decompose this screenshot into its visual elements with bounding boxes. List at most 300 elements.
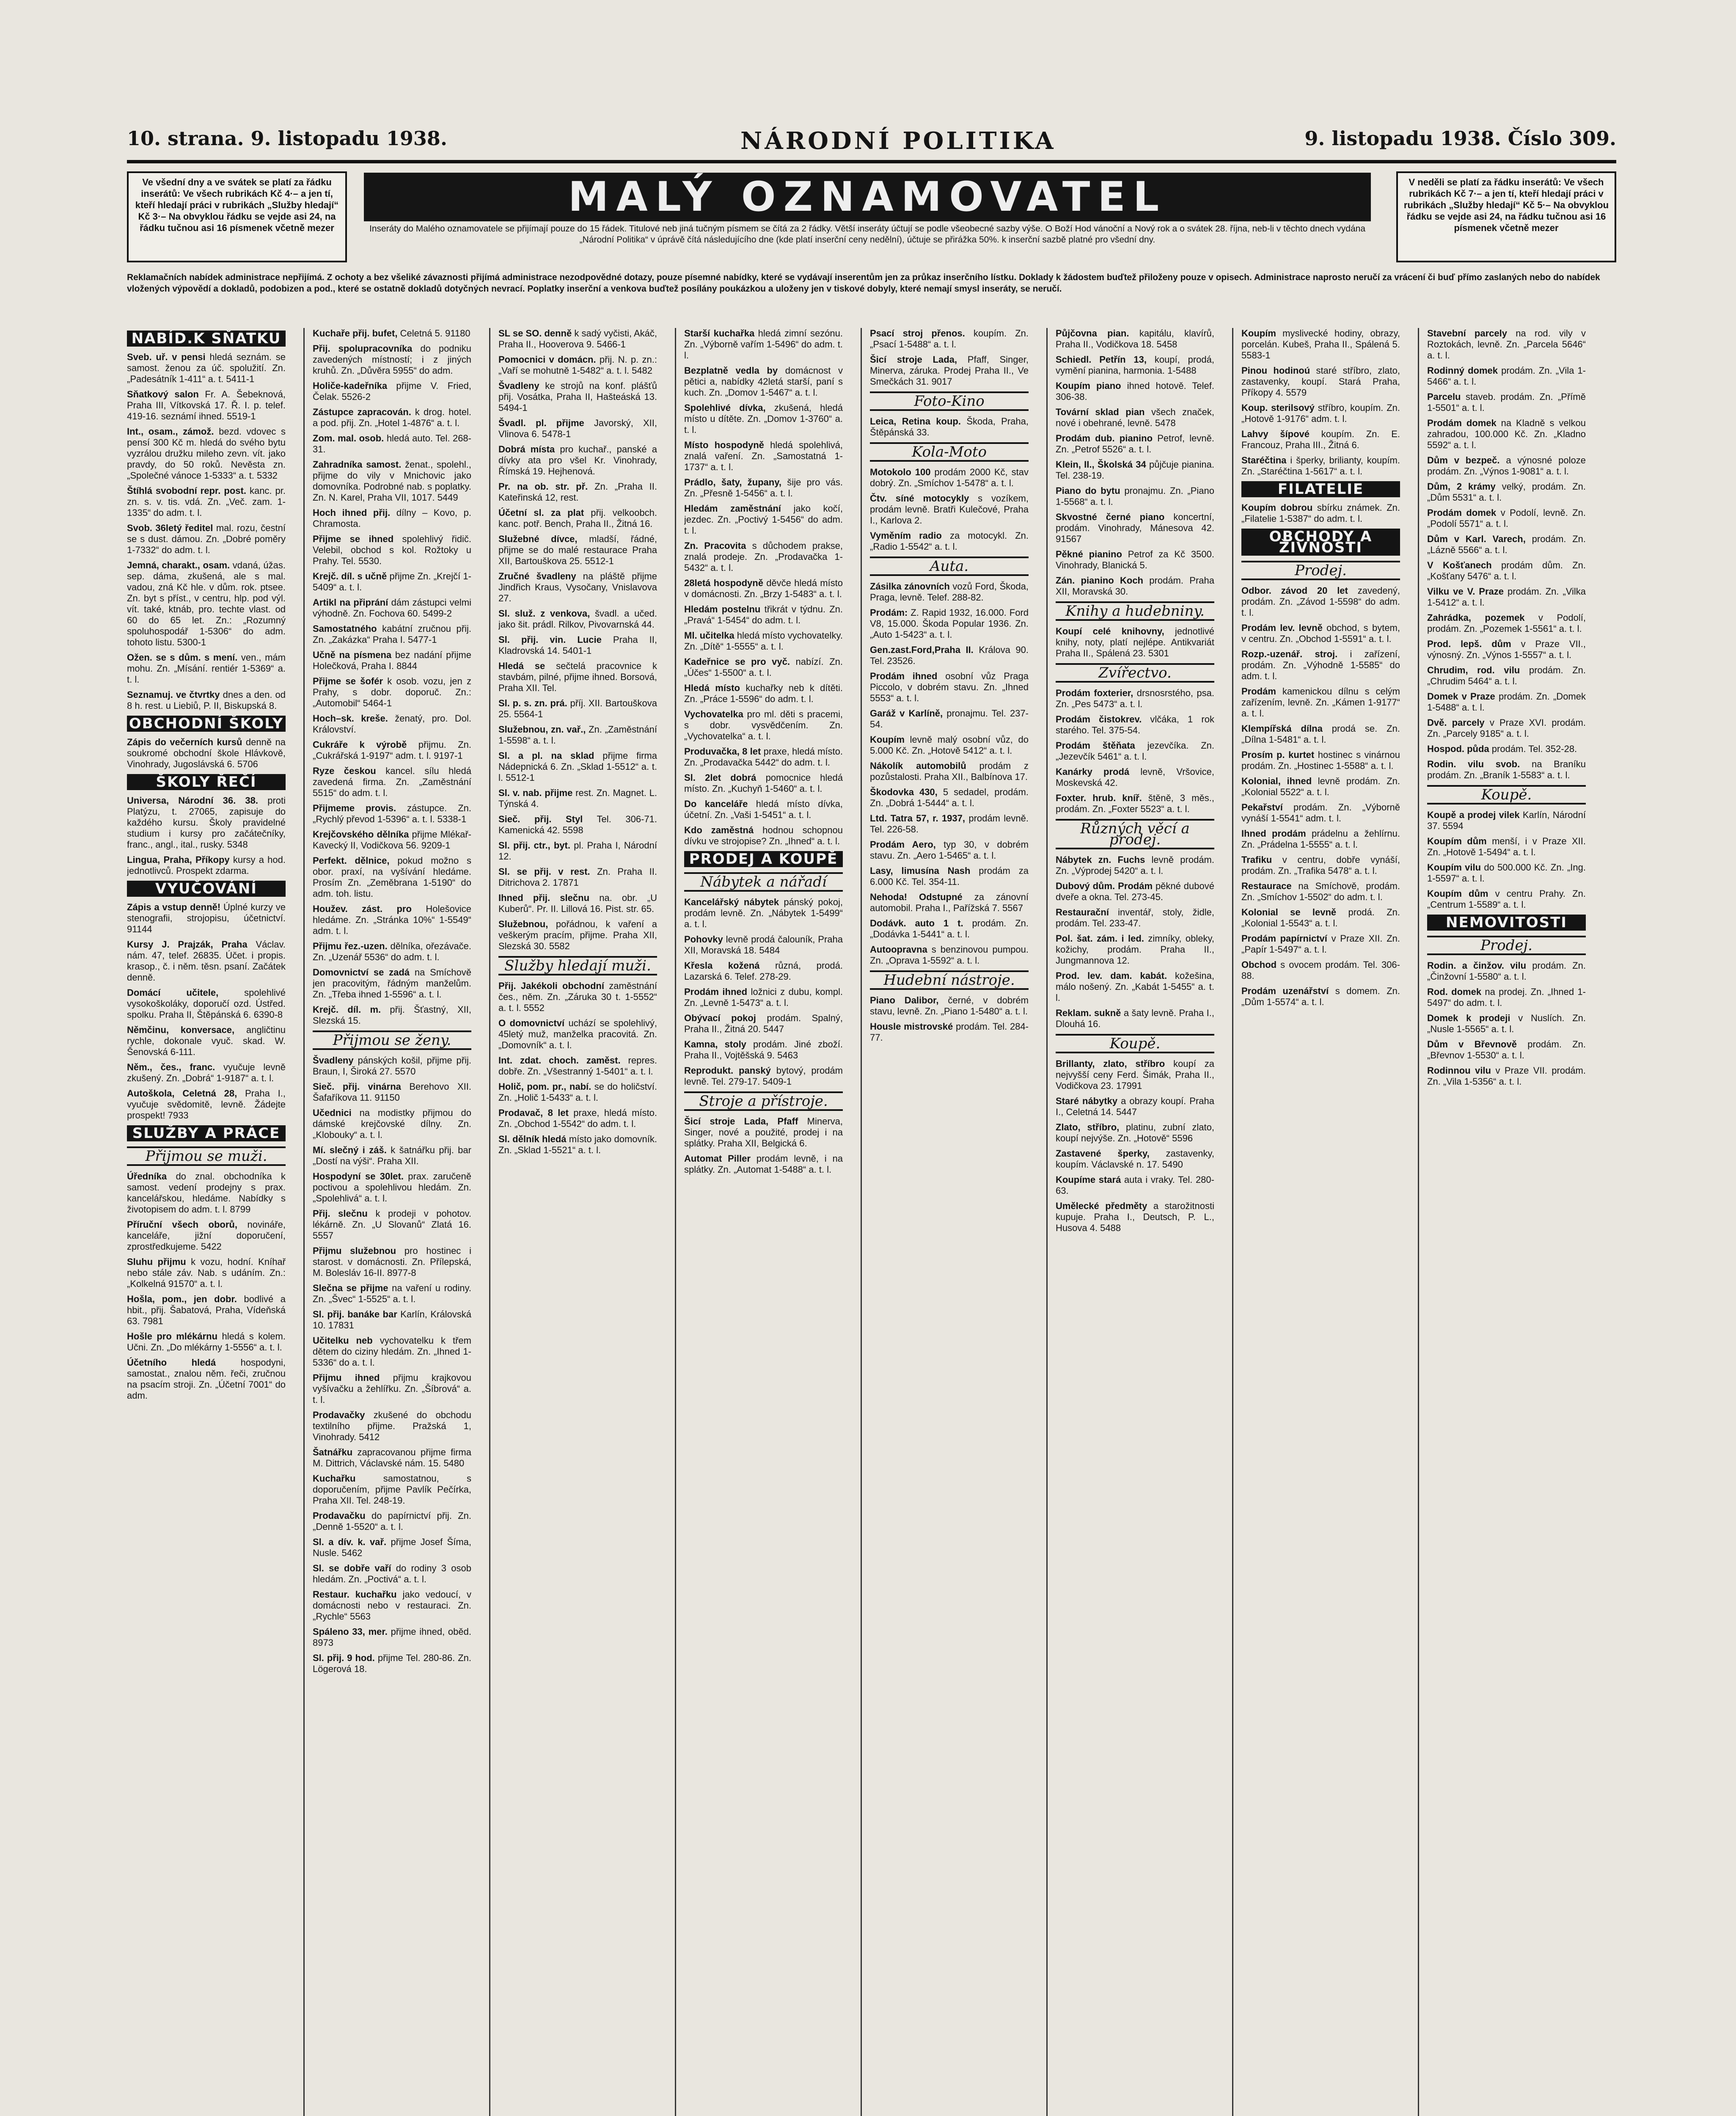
- classified-ad: [684, 503, 843, 536]
- ad-text: a šaty levně. Praha I., Dlouhá 16.: [1056, 1008, 1214, 1029]
- ad-text: Petrof, levně. Zn. „Petrof 5526“ a. t. l.: [1056, 433, 1214, 455]
- banner-conditions: Inseráty do Malého oznamovatele se přijímají pouze do 15 řádek. Titulové neb jiná tučným písmem se čítá za 2 řádky. Větší inseráty účtují se podle všeobecné sazby výše. O Boží Hod vánoční a Nový rok a o svátek 28. října, neb-li v těchto dnech vydána „Národní Politika“ v úprávě čítá následujícího dne (kde platí inserční ceny nedělní), účtuje se přirážka 50%. k inserční sazbě platné pro všední dny.: [369, 224, 1365, 245]
- ad-text: prodám 2000 Kč, stav dobrý. Zn. „Smíchov 1-5478“ a. t. l.: [870, 467, 1029, 488]
- classified-ad: [870, 416, 1029, 438]
- ad-text: s vozíkem, prodám levně. Bratři Kulečové, Praha I., Karlova 2.: [870, 493, 1029, 526]
- classified-ad: [498, 534, 657, 567]
- ad-text: do papírnictví přij. Zn. „Denně 1-5520“ a. t. l.: [313, 1510, 471, 1532]
- ad-text: na prodej. Zn. „Ihned 1-5497“ do adm. t. l.: [1427, 986, 1586, 1008]
- ad-text: kapitálu, klavírů, Praha II., Vodičkova 18. 5458: [1056, 328, 1214, 350]
- ad-headline: Přijme se šofér: [313, 676, 383, 686]
- ad-headline: Sieč. přij. vinárna: [313, 1081, 401, 1092]
- ad-headline: Piano Dalibor,: [870, 995, 939, 1006]
- ad-text: vychovatelku k třem dětem do ciziny hledám. Zn. „Ihned 1-5336“ do a. t. l.: [313, 1335, 471, 1368]
- classified-ad: [498, 1134, 657, 1156]
- ad-headline: Piano do bytu: [1056, 485, 1120, 496]
- ad-headline: Dům, 2 krámy: [1427, 481, 1496, 492]
- classified-ad: [313, 1410, 471, 1443]
- ad-text: na Smíchově, prodám. Zn. „Smíchov 1-5502“ do adm. t. l.: [1241, 881, 1400, 902]
- ad-headline: Brillanty, zlato, stříbro: [1056, 1058, 1165, 1069]
- ad-headline: Zn. Pracovita: [684, 540, 746, 551]
- ad-headline: Seznamuj. ve čtvrtky: [127, 689, 220, 700]
- classified-ad: [684, 578, 843, 600]
- classified-ad: [1427, 365, 1586, 387]
- ad-headline: Pol. šat. zám. i led.: [1056, 933, 1144, 944]
- ad-text: kanc. pr. zn. s. v. tis. vdá. Zn. „Več. zam. 1-1335“ do adm. t. l.: [127, 485, 286, 518]
- ad-text: menší, i v Praze XII. Zn. „Hotově 1-5494“ a. t. l.: [1427, 836, 1586, 857]
- ad-headline: Hledá místo: [684, 683, 740, 693]
- ad-text: k sadý vyčisti, Akáč, Praha II., Hooverova 9. 5466-1: [498, 328, 657, 350]
- classified-ad: [1056, 354, 1214, 376]
- ad-text: koupí za nejvyšší ceny Ferd. Šimák, Praha II., Vodičkova 23. 17991: [1056, 1058, 1214, 1091]
- ad-headline: Hospod. půda: [1427, 744, 1489, 754]
- classified-ad: [127, 1171, 286, 1215]
- section-heading: Prodej.: [1427, 936, 1586, 955]
- ad-text: prodám levně, i na splátky. Zn. „Automat 1-5488“ a. t. l.: [684, 1153, 843, 1175]
- ad-text: v centru, dobře vynáší, prodám. Zn. „Trafika 5478“ a. t. l.: [1241, 854, 1400, 876]
- classified-ad: [313, 1171, 471, 1204]
- ad-text: praxe, hledá místo. Zn. „Prodavačka 5442“ do adm. t. l.: [684, 746, 843, 768]
- ad-text: obchod, s bytem, v centru. Zn. „Obchod 1-5591“ a. t. l.: [1241, 623, 1400, 644]
- ad-text: Václav. nám. 47, telef. 26835. Účet. i propis. krasop., č. i něm. těsn. psaní. Začátek denně.: [127, 939, 286, 983]
- ad-text: prodám. Zn. „Výborně vynáší 1-5541“ adm. t. l.: [1241, 802, 1400, 824]
- classified-ad: [1056, 433, 1214, 455]
- classified-ad: [870, 645, 1029, 667]
- ad-text: vdaná, úžas. sep. dáma, zkušená, ale s mal. vadou, zná Kč hle. v dům. rok. ptsee. Zn. byt s příst., v centru, hlp. pod výl. vít. také, ktnáb, pro. techte vlast. od 60 do 65 let. Zn.: „Rozumný spoluhospodář 1-5306“ do adm. tohoto listu. 5300-1: [127, 560, 286, 647]
- ad-headline: Chrudim, rod. vilu: [1427, 665, 1520, 675]
- ad-text: sečtelá pracovnice k stavbám, pilné, přijme ihned. Borsová, Praha XII. Tel.: [498, 661, 657, 693]
- ad-text: koupím. Zn. E. Francouz, Praha III., Žitná 6.: [1241, 429, 1400, 450]
- ad-text: přijme Zn. „Krejčí 1-5409“ a. t. l.: [313, 571, 471, 592]
- ad-headline: Rod. domek: [1427, 986, 1482, 997]
- ad-text: do 500.000 Kč. Zn. „Ing. 1-5597“ a. t. l.: [1427, 862, 1586, 884]
- ad-headline: Koupím dobrou: [1241, 502, 1313, 513]
- classified-ad: [127, 560, 286, 648]
- classified-ad: [1241, 828, 1400, 850]
- ad-text: na Smíchově jen pracovitým, řádným manželům. Zn. „Třeba ihned 1-5596“ a. t. l.: [313, 967, 471, 1000]
- ad-headline: Hoch ihned přij.: [313, 507, 391, 518]
- ad-headline: Koupí celé knihovny,: [1056, 626, 1164, 636]
- ad-text: na. obr. „U Kuberů“. Pr. II. Lillová 16. Pist. str. 65.: [498, 893, 657, 914]
- ad-text: místo jako domovník. Zn. „Sklad 1-5521“ a. t. l.: [498, 1134, 657, 1155]
- column-5: [870, 328, 1029, 2116]
- classified-ad: [1427, 836, 1586, 858]
- classified-ad: [1427, 534, 1586, 556]
- classified-ad: [127, 987, 286, 1020]
- ad-headline: Prodám papírnictví: [1241, 933, 1327, 944]
- ad-headline: Prod. lepš. dům: [1427, 639, 1511, 649]
- administration-notice: Reklamačních nabídek administrace nepřijímá. Z ochoty a bez všeliké závaznosti přijímá administrace nezodpovědné dotazy, pouze písemné nabídky, které se vydávají inserentům jen za průkaz inserčního lístku. Doklady k žádostem buďtež přiloženy pouze v opisech. Administrace naprosto neručí za vrácení či buď přímo zaslaných nebo do nabídek vložených výpovědí a dokladů, podobizen a pod., které se ostatně dokladů dotyčných nevrací. Poplatky inserční a venkova buďtež posílány poukázkou a uloženy jen v tiskové dobyly, které nemají smysl inseráty, se neručí.: [127, 273, 1600, 294]
- ad-text: inventář, stoly, židle, prodám. Tel. 233-47.: [1056, 907, 1214, 929]
- ad-headline: Obývací pokoj: [684, 1013, 756, 1023]
- ad-headline: Tovární sklad pian: [1056, 407, 1145, 417]
- classified-ad: [870, 839, 1029, 861]
- classified-ad: [127, 1294, 286, 1327]
- classified-ad: [498, 724, 657, 746]
- ad-headline: Autoopravna: [870, 944, 927, 955]
- ad-text: prodám. Zn. „Chrudim 5464“ a. t. l.: [1427, 665, 1586, 686]
- classified-ad: [684, 328, 843, 361]
- ad-text: kožešina, málo nošený. Zn. „Kabát 1-5455“ a. t. l.: [1056, 970, 1214, 1003]
- classified-ad: [1241, 854, 1400, 876]
- classified-ad: [1056, 549, 1214, 571]
- classified-ad: [1056, 380, 1214, 402]
- ad-text: Karlín, Národní 37. 5594: [1427, 810, 1586, 831]
- ad-headline: Šicí stroje Lada,: [870, 354, 957, 365]
- ad-headline: Zahrádka, pozemek: [1427, 612, 1525, 623]
- ad-headline: Restaurace: [1241, 881, 1292, 891]
- ad-text: v Nuslích. Zn. „Nusle 1-5565“ a. t. l.: [1427, 1013, 1586, 1034]
- ad-text: typ 30, v dobrém stavu. Zn. „Aero 1-5465“ a. t. l.: [870, 839, 1029, 861]
- ad-text: vyučuje levně zkušený. Zn. „Dobrá“ 1-9187“ a. t. l.: [127, 1062, 286, 1083]
- header-rule: [127, 160, 1616, 163]
- ad-headline: Restaur. kuchařku: [313, 1589, 397, 1600]
- classified-ad: [1427, 1039, 1586, 1061]
- ad-headline: Sl. se přij. v rest.: [498, 866, 590, 877]
- classified-ad: [1427, 759, 1586, 781]
- classified-ad: [498, 1055, 657, 1077]
- classified-ad: [684, 604, 843, 626]
- ad-text: k drog. hotel. a pod. přij. Zn. „Hotel 1-4876“ a. t. l.: [313, 407, 471, 428]
- ad-text: švadl. a učed. jako šit. prádl. Rilkov, Pivovarnská 44.: [498, 608, 657, 630]
- classified-ad: [684, 683, 843, 705]
- ad-headline: Motokolo 100: [870, 467, 931, 477]
- classified-ad: [498, 354, 657, 376]
- section-heading: Knihy a hudebniny.: [1056, 601, 1214, 621]
- ad-text: zastavenky, koupím. Václavské n. 17. 5490: [1056, 1148, 1214, 1170]
- issue-date: 9. listopadu 1938. Číslo 309.: [1304, 127, 1616, 150]
- classified-ad: [498, 840, 657, 862]
- ad-headline: Rodinnou vilu: [1427, 1065, 1491, 1076]
- ad-text: prodám levně. Tel. 226-58.: [870, 813, 1029, 835]
- ad-headline: Štíhlá svobodní repr. post.: [127, 485, 246, 496]
- ad-headline: Restaurační: [1056, 907, 1109, 917]
- classified-ad: [127, 1219, 286, 1252]
- ad-text: v Praze XII. Zn. „Papír 1-5497“ a. t. l.: [1241, 933, 1400, 955]
- ad-text: pěkné dubové dveře a okna. Tel. 273-45.: [1056, 881, 1214, 902]
- classified-ad: [313, 766, 471, 799]
- ad-headline: V Košťanech: [1427, 560, 1492, 570]
- ad-text: Škoda, Praha, Štěpánská 33.: [870, 416, 1029, 438]
- ad-text: novináře, kanceláře, jižní doporučení, zprostředkujeme. 5422: [127, 1219, 286, 1252]
- classified-ad: [870, 813, 1029, 835]
- ad-headline: Pekařství: [1241, 802, 1283, 813]
- classified-ad: [313, 803, 471, 825]
- classified-ad: [498, 814, 657, 836]
- ad-headline: Sl. a pl. na sklad: [498, 750, 594, 761]
- ad-headline: Ihned prodám: [1241, 828, 1306, 839]
- ad-headline: Úředníka: [127, 1171, 167, 1182]
- ad-headline: Sňatkový salon: [127, 389, 199, 400]
- ad-headline: Švadl. pl. přijme: [498, 418, 584, 428]
- ad-headline: Šicí stroje Lada, Pfaff: [684, 1116, 798, 1127]
- ad-headline: Nábytek zn. Fuchs: [1056, 854, 1145, 865]
- ad-text: Zn. „Zaměstnání 1-5598“ a. t. l.: [498, 724, 657, 746]
- ad-text: spolehlivé vysokoškoláky, doporučí ozd. Ústřed. spolku. Praha II, Štěpánská 6. 6390-8: [127, 987, 286, 1020]
- ad-text: nabízí. Zn. „Účes“ 1-5500“ a. t. l.: [684, 656, 843, 678]
- price-box-weekday: Ve všední dny a ve svátek se platí za řádku inserátů: Ve všech rubrikách Kč 4·– a jen tí, kteří hledají práci v rubrikách „Služby hledají“ Kč 3·– Na obvyklou řádku se vejde asi 24, na řádku tučnou asi 16 písmenek včetně mezer: [127, 171, 347, 262]
- classified-ad: [870, 671, 1029, 704]
- ad-text: se do holičství. Zn. „Holič 1-5433“ a. t. l.: [498, 1081, 657, 1103]
- ad-text: do rodiny 3 osob hledám. Zn. „Poctivá“ a. t. l.: [313, 1563, 471, 1584]
- ad-headline: Dodávk. auto 1 t.: [870, 918, 963, 929]
- column-divider: [1418, 328, 1419, 2116]
- classified-ad: [127, 795, 286, 850]
- classified-ad: [684, 1065, 843, 1087]
- ad-text: ženatý, pro. Dol. Království.: [313, 713, 471, 735]
- ad-headline: SL se SO. denně: [498, 328, 572, 339]
- ad-headline: Universa, Národní 36. 38.: [127, 795, 258, 806]
- ad-text: pro kuchař., panské a dívky ata pro všel Kr. Vinohrady, Římská 19. Hejhenová.: [498, 444, 657, 477]
- ad-headline: Učně na písmena: [313, 650, 392, 660]
- classified-ad: [1056, 766, 1214, 788]
- ad-headline: Hoch–sk. kreše.: [313, 713, 388, 724]
- ad-text: bez nadání přijme Holečková, Praha I. 8844: [313, 650, 471, 671]
- ad-headline: Reklam. sukně: [1056, 1008, 1121, 1018]
- ad-headline: Koupím dům: [1427, 888, 1488, 899]
- ad-headline: Přij. slečnu: [313, 1208, 368, 1219]
- ad-text: bytový, prodám levně. Tel. 279-17. 5409-1: [684, 1065, 843, 1087]
- section-heading: SLUŽBY A PRÁCE: [127, 1125, 286, 1141]
- ad-text: zapracovanou přijme firma M. Dittrich, Václavské nám. 15. 5480: [313, 1447, 471, 1469]
- ad-text: Celetná 5. 91180: [400, 328, 470, 339]
- ad-text: prodám. Praha XII, Moravská 30.: [1056, 575, 1214, 597]
- ad-text: jako kočí, jezdec. Zn. „Poctivý 1-5456“ do adm. t. l.: [684, 503, 843, 536]
- classified-ad: [127, 1256, 286, 1289]
- ad-headline: Kanárky prodá: [1056, 766, 1130, 777]
- ad-text: ihned hotově. Telef. 306-38.: [1056, 380, 1214, 402]
- ad-text: prádelnu a žehlírnu. Zn. „Prádelna 1-5555“ a. t. l.: [1241, 828, 1400, 850]
- classified-ad: [313, 1055, 471, 1077]
- ad-text: koncertní, prodám. Vinohrady, Mánesova 42. 91567: [1056, 512, 1214, 544]
- classified-ad: [684, 656, 843, 678]
- classified-ad: [313, 1283, 471, 1305]
- section-heading: Foto-Kino: [870, 391, 1029, 411]
- ad-headline: Autoškola, Celetná 28,: [127, 1088, 237, 1099]
- ad-text: kamenickou dílnu s celým zařízením, levně. Zn. „Kámen 1-9177“ a. t. l.: [1241, 686, 1400, 719]
- ad-text: bodlivé a hbit., přij. Šabatová, Praha, Vídeňská 63. 7981: [127, 1294, 286, 1326]
- ad-text: prodám. Zn. „Vila 1-5466“ a. t. l.: [1427, 365, 1586, 387]
- ad-text: hledá spolehlivá, znalá vaření. Zn. „Samostatná 1-1737“ a. t. l.: [684, 440, 843, 472]
- ad-text: prodám. Zn. „Domek 1-5488“ a. t. l.: [1427, 691, 1586, 713]
- ad-headline: Sl. p. s. zn. prá.: [498, 698, 567, 708]
- ad-headline: Dům v bezpeč.: [1427, 455, 1500, 466]
- ad-text: přij. velkoobch. kanc. potř. Bench, Praha II., Žitná 16.: [498, 507, 657, 529]
- classified-ad: [1241, 455, 1400, 477]
- classified-ad: [127, 426, 286, 481]
- ad-headline: Vyměním radio: [870, 530, 942, 541]
- ad-headline: Krejč. díl. s učně: [313, 571, 387, 581]
- classified-ad: [498, 893, 657, 915]
- classified-ad: [870, 581, 1029, 603]
- column-3: [498, 328, 657, 2116]
- section-heading: OBCHODY A ŽIVNOSTI: [1241, 529, 1400, 556]
- ad-headline: Sluhu přijmu: [127, 1256, 186, 1267]
- classified-ad: [1241, 502, 1400, 524]
- ad-text: šije pro vás. Zn. „Přesně 1-5456“ a. t. l.: [684, 477, 843, 499]
- ad-text: pronajmu. Tel. 237-54.: [870, 708, 1029, 730]
- ad-headline: Prádlo, šaty, župany,: [684, 477, 781, 488]
- ad-text: dnes a den. od 8 h. rest. u Liebiů, P. II, Biskupská 8.: [127, 689, 286, 711]
- section-heading: Služby hledají muži.: [498, 956, 657, 975]
- classified-ad: [1427, 560, 1586, 582]
- section-heading: Přijmou se ženy.: [313, 1030, 471, 1050]
- ad-text: přijmu. Zn. „Cukrářská 1-9197“ adm. t. l. 9197-1: [313, 739, 471, 761]
- ad-text: levně malý osobní vůz, do 5.000 Kč. Zn. „Hotově 5412“ a. t. l.: [870, 734, 1029, 756]
- classified-ad: [870, 607, 1029, 640]
- ad-text: do podniku zavedených místností; i z jiných kruhů. Zn. „Důvěra 5955“ do adm.: [313, 343, 471, 376]
- ad-headline: Přij. spolupracovníka: [313, 343, 413, 354]
- classified-ad: [1056, 793, 1214, 815]
- ad-text: koupím. Zn. „Psací 1-5488“ a. t. l.: [870, 328, 1029, 350]
- ad-headline: Křesla kožená: [684, 960, 760, 971]
- classified-ad: [127, 1331, 286, 1353]
- ad-headline: Učitelku neb: [313, 1335, 373, 1346]
- ad-text: dělníka, ořezávače. Zn. „Uzenář 5536“ do adm. t. l.: [313, 941, 471, 962]
- ad-text: Javorský, XII, Vlinova 6. 5478-1: [498, 418, 657, 439]
- classified-ad: [313, 1081, 471, 1103]
- ad-text: na modistky přijmou do dámské krejčovské dílny. Zn. „Klobouky“ a. t. l.: [313, 1108, 471, 1140]
- classified-ad: [498, 634, 657, 656]
- classified-ad: [498, 571, 657, 604]
- classified-ad: [870, 918, 1029, 940]
- classified-ad: [127, 1062, 286, 1084]
- ad-headline: Hošle pro mlékárnu: [127, 1331, 218, 1342]
- ad-headline: Šatnářku: [313, 1447, 353, 1458]
- ad-headline: Prodám uzenářství: [1241, 986, 1329, 996]
- ad-headline: O domovnictví: [498, 1018, 565, 1028]
- ad-headline: Přijmeme provis.: [313, 803, 396, 813]
- ad-headline: Jemná, charakt., osam.: [127, 560, 230, 570]
- column-divider: [675, 328, 676, 2116]
- ad-headline: Ml. učitelka: [684, 630, 735, 641]
- classified-ad: [313, 534, 471, 567]
- classified-ad: [1241, 749, 1400, 771]
- ad-headline: Čtv. síné motocykly: [870, 493, 969, 504]
- classified-ad: [1427, 1065, 1586, 1087]
- ad-text: všech značek, nové i obehrané, levně. 5478: [1056, 407, 1214, 428]
- ad-headline: Prodám lev. levně: [1241, 623, 1323, 633]
- ad-text: k osob. vozu, jen z Prahy, s dobr. doporuč. Zn.: „Automobil“ 5464-1: [313, 676, 471, 708]
- classified-ad: [498, 444, 657, 477]
- classified-ad: [1427, 391, 1586, 413]
- ad-text: sbírku známek. Zn. „Filatelie 1-5387“ do adm. t. l.: [1241, 502, 1400, 524]
- ad-text: přijme V. Fried, Čelak. 5526-2: [313, 380, 471, 402]
- ad-headline: Kuchaře přij. bufet,: [313, 328, 398, 339]
- ad-headline: Prodám Aero,: [870, 839, 936, 850]
- classified-ad: [1427, 481, 1586, 503]
- ad-headline: Lingua, Praha, Příkopy: [127, 854, 230, 865]
- ad-headline: Koup. sterilsový: [1241, 402, 1315, 413]
- ad-headline: Prodám štěňata: [1056, 740, 1135, 751]
- ad-text: samostatnou, s doporučením, přijme Pavlík Pečírka, Praha XII. Tel. 248-19.: [313, 1473, 471, 1506]
- classified-ad: [1241, 402, 1400, 424]
- classified-ad: [1056, 1148, 1214, 1170]
- ad-text: pronajmu. Zn. „Piano 1-5568“ a. t. l.: [1056, 485, 1214, 507]
- ad-text: zimníky, obleky, kožichy, prodám. Praha II., Jungmannova 12.: [1056, 933, 1214, 966]
- ad-text: černé, v dobrém stavu, levně. Zn. „Piano 1-5480“ a. t. l.: [870, 995, 1029, 1017]
- ad-text: v Podolí, levně. Zn. „Podolí 5571“ a. t. l.: [1427, 507, 1586, 529]
- ad-headline: Kamna, stoly: [684, 1039, 746, 1050]
- ad-headline: Stavební parcely: [1427, 328, 1507, 339]
- ad-text: uchází se spolehlivý, 45letý muž, manželka pracovitá. Zn. „Domovník“ a. t. l.: [498, 1018, 657, 1050]
- ad-text: prodám. Spalný, Praha II., Žitná 20. 5447: [684, 1013, 843, 1034]
- ad-text: hostinec s vinárnou prodám. Zn. „Hostinec 1-5588“ a. t. l.: [1241, 749, 1400, 771]
- ad-text: levně, Vršovice, Moskevská 42.: [1056, 766, 1214, 788]
- ad-headline: Rodin. a činžov. vilu: [1427, 960, 1527, 971]
- ad-headline: Koupím: [1241, 328, 1276, 339]
- classified-ad: [498, 866, 657, 888]
- ad-text: Zn. Praha II. Ditrichova 2. 17871: [498, 866, 657, 888]
- ad-text: a výnosné poloze prodám. Zn. „Výnos 1-9081“ a. t. l.: [1427, 455, 1586, 477]
- ad-headline: Zásilka zánovních: [870, 581, 950, 592]
- ad-headline: Místo hospodyně: [684, 440, 764, 450]
- section-heading: ŠKOLY ŘEČÍ: [127, 774, 286, 790]
- ad-headline: Prodám foxterier,: [1056, 688, 1133, 698]
- classified-ad: [1241, 686, 1400, 719]
- ad-headline: Koupím: [870, 734, 905, 745]
- ad-text: příj. XII. Bartouškova 25. 5564-1: [498, 698, 657, 719]
- classified-ad: [870, 328, 1029, 350]
- ad-headline: Škodovka 430,: [870, 787, 938, 797]
- classified-ad: [313, 343, 471, 376]
- classified-ad: [498, 380, 657, 413]
- classified-ad: [313, 739, 471, 761]
- ad-text: hledá místo vychovatelky. Zn. „Dítě“ 1-5555“ a. t. l.: [684, 630, 843, 652]
- classified-ad: [1427, 1013, 1586, 1035]
- classified-ad: [684, 799, 843, 821]
- ad-text: myslivecké hodiny, obrazy, porcelán. Kubeš, Praha II., Spálená 5. 5583-1: [1241, 328, 1400, 361]
- ad-headline: Němčinu, konversace,: [127, 1025, 235, 1035]
- classified-ad: [1056, 1096, 1214, 1118]
- classified-ad: [684, 960, 843, 982]
- ad-headline: Sl. dělník hledá: [498, 1134, 567, 1144]
- ad-headline: Koupíme stará: [1056, 1174, 1121, 1185]
- classified-ad: [1056, 512, 1214, 545]
- classified-ad: [313, 380, 471, 402]
- classified-ad: [1427, 888, 1586, 910]
- ad-headline: Prod. lev. dam. kabát.: [1056, 970, 1167, 981]
- ad-text: osobní vůz Praga Piccolo, v dobrém stavu. Zn. „Ihned 5553“ a. t. l.: [870, 671, 1029, 703]
- ad-text: Karlín, Královská 10. 17831: [313, 1309, 471, 1331]
- classified-ad: [127, 939, 286, 983]
- ad-headline: Sl. se dobře vaří: [313, 1563, 391, 1573]
- classified-ad: [1241, 776, 1400, 798]
- ad-headline: Kadeřnice se pro vyč.: [684, 656, 790, 667]
- ad-headline: Trafiku: [1241, 854, 1272, 865]
- ad-text: na vaření u rodiny. Zn. „Švec“ 1-5525“ a. t. l.: [313, 1283, 471, 1304]
- ad-headline: Hospodyní se 30let.: [313, 1171, 404, 1182]
- ad-headline: Leica, Retina koup.: [870, 416, 961, 427]
- classified-ad: [1241, 623, 1400, 645]
- classified-ad: [1427, 691, 1586, 713]
- ad-text: Tel. 306-71. Kamenická 42. 5598: [498, 814, 657, 835]
- classified-ad: [498, 418, 657, 440]
- column-8: [1427, 328, 1586, 2116]
- ad-headline: Dubový dům. Prodám: [1056, 881, 1153, 891]
- ad-text: přijme Josef Šíma, Nusle. 5462: [313, 1537, 471, 1558]
- ad-text: přij. N. p. zn.: „Vaří se mohutně 1-5482“ a. t. l. 5482: [498, 354, 657, 376]
- column-4: [684, 328, 843, 2116]
- classified-ad: [313, 507, 471, 529]
- ad-text: levně prodá čalouník, Praha XII, Moravská 18. 5484: [684, 934, 843, 956]
- ad-text: Minerva, Singer, nové a použité, prodej i na splátky. Praha XII, Belgická 6.: [684, 1116, 843, 1149]
- ad-text: Úplné kurzy ve stenografii, strojopisu, účetnictví. 91144: [127, 902, 286, 934]
- ad-text: dílny – Kovo, p. Chramosta.: [313, 507, 471, 529]
- classified-ad: [313, 967, 471, 1000]
- classified-ad: [870, 734, 1029, 756]
- classified-ad: [313, 941, 471, 963]
